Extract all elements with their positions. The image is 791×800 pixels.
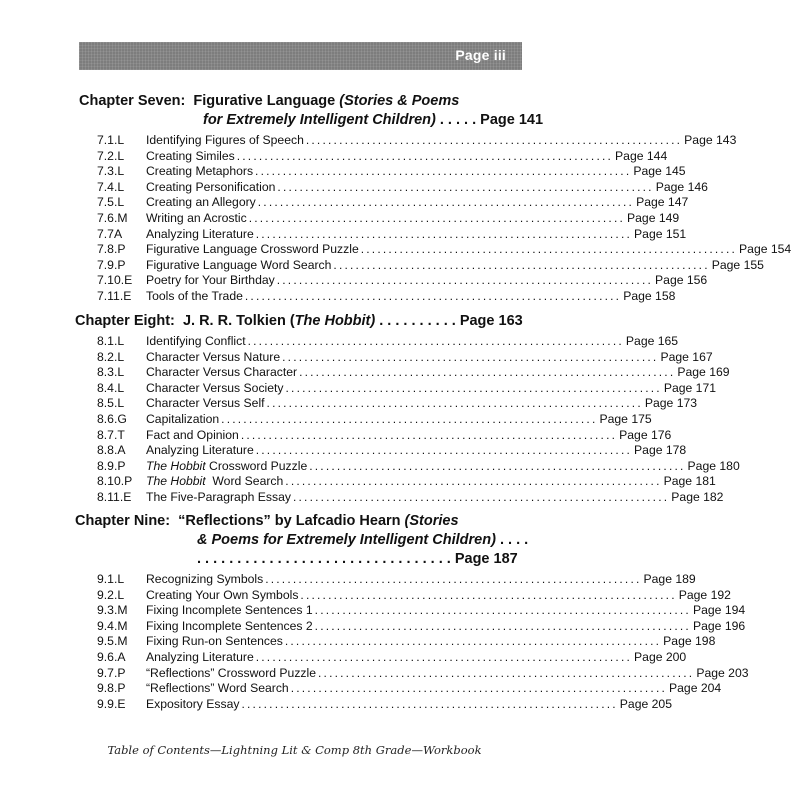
- chapter-heading-line: [79, 92, 521, 111]
- entry-code: 7.3.L: [97, 164, 125, 179]
- dot-leader: ....................................................................: [257, 195, 635, 210]
- chapter-eight-section: [75, 312, 740, 506]
- page-number: Page iii: [455, 47, 506, 63]
- entry-title: The Five-Paragraph Essay: [146, 489, 291, 504]
- chapter-heading-line: [75, 312, 521, 331]
- dot-leader: ....................................................................: [360, 242, 738, 257]
- entry-page: Page 204: [669, 681, 722, 696]
- dot-leader: ....................................................................: [255, 164, 632, 179]
- entry-page: Page 205: [619, 696, 672, 711]
- toc-entry[interactable]: [79, 696, 672, 713]
- entry-page: Page 146: [655, 179, 708, 194]
- entry-title: “Reflections” Word Search: [146, 681, 289, 696]
- toc-entry[interactable]: [79, 133, 737, 149]
- toc-entry[interactable]: [79, 396, 698, 412]
- chapter-heading-line: [75, 512, 521, 531]
- dot-leader: ....................................................................: [284, 634, 662, 649]
- entry-page: Page 178: [634, 443, 687, 458]
- chapter-heading-text: & Poems for Extremely Intelligent Children) . . . .: [197, 532, 529, 548]
- toc-entry[interactable]: [79, 334, 679, 350]
- dot-leader: ....................................................................: [318, 665, 695, 680]
- toc-entry[interactable]: [79, 349, 713, 366]
- entry-title: Analyzing Literature: [146, 443, 254, 458]
- dot-leader: ....................................................................: [241, 696, 618, 711]
- toc-entry[interactable]: [79, 649, 687, 666]
- dot-leader: ....................................................................: [292, 489, 670, 504]
- entry-page: Page 176: [619, 427, 672, 442]
- dot-leader: ....................................................................: [285, 380, 662, 395]
- toc-entry[interactable]: [79, 195, 689, 211]
- toc-entry[interactable]: [79, 603, 746, 619]
- entry-title: Capitalization: [146, 411, 220, 426]
- entry-title-italic: The Hobbit: [146, 474, 206, 489]
- entry-code: 7.10.E: [97, 273, 133, 288]
- dot-leader: ....................................................................: [255, 649, 633, 664]
- entry-page: Page 196: [692, 618, 746, 633]
- entry-code: 9.4.M: [97, 618, 128, 633]
- entry-code: 9.5.M: [97, 634, 128, 649]
- dot-leader: ....................................................................: [247, 334, 624, 348]
- dot-leader: ....................................................................: [255, 226, 633, 241]
- entry-title: Character Versus Self: [146, 396, 265, 411]
- entry-title: Figurative Language Word Search: [146, 257, 332, 272]
- toc-entry[interactable]: [79, 458, 740, 475]
- dot-leader: ....................................................................: [305, 133, 683, 147]
- page-footer: Table of Contents—Lightning Lit & Comp 8th Grade—Workbook: [107, 743, 482, 757]
- entry-code: 7.8.P: [97, 242, 126, 257]
- entry-code: 9.1.L: [97, 572, 125, 586]
- toc-entry[interactable]: [79, 489, 724, 506]
- entry-title-italic: The Hobbit: [146, 458, 206, 473]
- entry-title: Character Versus Society: [146, 380, 284, 395]
- page-header-bar: [79, 42, 522, 70]
- entry-page: Page 145: [633, 164, 686, 179]
- toc-entry-list: [79, 334, 740, 506]
- entry-code: 7.6.M: [97, 210, 128, 225]
- dot-leader: ....................................................................: [285, 474, 662, 489]
- entry-title: Creating Personification: [146, 179, 276, 194]
- chapter-heading-text: . . . . . . . . . . . . . . . . . . . . . . . . . . . . . . . . Page 187: [197, 551, 518, 567]
- toc-entry[interactable]: [79, 148, 668, 165]
- entry-title-rest: Word Search: [205, 474, 284, 489]
- entry-code: 9.3.M: [97, 603, 128, 618]
- entry-title: Fact and Opinion: [146, 427, 239, 442]
- entry-title: Analyzing Literature: [146, 649, 254, 664]
- entry-page: Page 156: [655, 273, 708, 288]
- toc-entry[interactable]: [79, 273, 708, 289]
- entry-code: 8.1.L: [97, 334, 125, 348]
- entry-title: [146, 459, 307, 475]
- entry-title: Creating an Allegory: [146, 195, 256, 210]
- entry-code: 8.3.L: [97, 365, 125, 380]
- entry-code: 9.8.P: [97, 681, 126, 696]
- toc-entry[interactable]: [79, 164, 686, 180]
- entry-page: Page 194: [692, 603, 746, 618]
- entry-code: 8.6.G: [97, 411, 127, 426]
- entry-code: 9.2.L: [97, 587, 125, 602]
- toc-entry[interactable]: [79, 618, 746, 635]
- chapter-heading-line: [79, 550, 521, 569]
- entry-page: Page 144: [615, 148, 668, 163]
- chapter-heading-text: Chapter Eight: J. R. R. Tolkien (The Hobbit) . . . . . . . . . . Page 163: [75, 313, 523, 329]
- entry-code: 8.9.P: [97, 458, 126, 473]
- entry-code: 7.1.L: [97, 133, 125, 147]
- entry-page: Page 189: [643, 572, 696, 586]
- toc-entry[interactable]: [79, 572, 696, 588]
- toc-entry[interactable]: [79, 380, 717, 397]
- entry-page: Page 151: [634, 226, 687, 241]
- toc-entry[interactable]: [79, 443, 687, 459]
- dot-leader: ....................................................................: [265, 572, 642, 586]
- entry-code: 8.5.L: [97, 396, 125, 411]
- entry-code: 7.2.L: [97, 148, 125, 163]
- entry-title: [146, 474, 283, 490]
- entry-code: 7.4.L: [97, 179, 125, 194]
- entry-title: Creating Metaphors: [146, 164, 254, 179]
- entry-code: 8.7.T: [97, 427, 125, 442]
- dot-leader: ....................................................................: [309, 458, 686, 473]
- dot-leader: ....................................................................: [290, 681, 668, 696]
- entry-page: Page 165: [625, 334, 679, 348]
- entry-title: Character Versus Character: [146, 365, 298, 380]
- entry-page: Page 154: [739, 242, 791, 257]
- entry-title: Recognizing Symbols: [146, 572, 264, 586]
- entry-title: Fixing Incomplete Sentences 2: [146, 618, 313, 633]
- entry-code: 8.11.E: [97, 489, 132, 504]
- chapter-seven-section: [79, 92, 791, 305]
- dot-leader: ....................................................................: [244, 288, 622, 303]
- chapter-heading-text: Chapter Seven: Figurative Language (Stories & Poems: [79, 93, 460, 109]
- dot-leader: ....................................................................: [255, 443, 633, 458]
- dot-leader: ....................................................................: [314, 603, 691, 618]
- dot-leader: ....................................................................: [300, 587, 677, 602]
- entry-page: Page 182: [671, 489, 724, 504]
- entry-code: 9.6.A: [97, 649, 126, 664]
- toc-entry[interactable]: [79, 365, 730, 381]
- chapter-heading: [75, 312, 523, 331]
- entry-page: Page 181: [663, 474, 716, 489]
- entry-page: Page 149: [627, 210, 680, 225]
- entry-title: Creating Your Own Symbols: [146, 587, 299, 602]
- chapter-nine-section: [75, 512, 749, 712]
- toc-entry[interactable]: [79, 210, 680, 227]
- dot-leader: ....................................................................: [221, 411, 598, 426]
- chapter-heading-line: [79, 531, 529, 550]
- toc-entry[interactable]: [79, 179, 708, 196]
- toc-entry[interactable]: [79, 681, 722, 697]
- chapter-heading-line: [79, 111, 544, 130]
- entry-title: “Reflections” Crossword Puzzle: [146, 665, 317, 680]
- entry-title: Figurative Language Crossword Puzzle: [146, 242, 359, 257]
- entry-title: Expository Essay: [146, 696, 240, 711]
- chapter-heading: [79, 92, 544, 130]
- toc-entry[interactable]: [79, 411, 652, 428]
- entry-page: Page 175: [599, 411, 652, 426]
- dot-leader: ....................................................................: [248, 210, 626, 225]
- toc-entry[interactable]: [79, 587, 731, 604]
- dot-leader: ....................................................................: [314, 618, 691, 633]
- entry-page: Page 171: [663, 380, 717, 395]
- toc-entry[interactable]: [79, 634, 716, 650]
- dot-leader: ....................................................................: [299, 365, 676, 380]
- toc-entry[interactable]: [79, 665, 749, 682]
- entry-code: 8.10.P: [97, 474, 133, 489]
- entry-title: Fixing Run-on Sentences: [146, 634, 283, 649]
- toc-entry[interactable]: [79, 226, 687, 243]
- entry-title: Creating Similes: [146, 148, 235, 163]
- entry-code: 7.5.L: [97, 195, 125, 210]
- entry-title: Tools of the Trade: [146, 288, 243, 303]
- entry-page: Page 203: [696, 665, 749, 680]
- entry-code: 9.7.P: [97, 665, 126, 680]
- dot-leader: ....................................................................: [240, 427, 618, 442]
- toc-entry-list: [79, 133, 791, 305]
- entry-title: Identifying Figures of Speech: [146, 133, 304, 147]
- dot-leader: ....................................................................: [333, 257, 710, 272]
- entry-code: 8.2.L: [97, 349, 125, 364]
- dot-leader: ....................................................................: [236, 148, 614, 163]
- chapter-heading-text: for Extremely Intelligent Children) . . . . . Page 141: [203, 112, 544, 128]
- dot-leader: ....................................................................: [276, 273, 654, 288]
- entry-page: Page 155: [711, 257, 764, 272]
- entry-title-rest: Crossword Puzzle: [205, 458, 308, 473]
- toc-entry-list: [79, 572, 749, 712]
- entry-page: Page 147: [636, 195, 689, 210]
- chapter-heading: [75, 512, 529, 569]
- entry-page: Page 200: [634, 649, 687, 664]
- entry-title: Writing an Acrostic: [146, 210, 247, 225]
- entry-title: Analyzing Literature: [146, 226, 254, 241]
- entry-code: 7.7A: [97, 226, 123, 241]
- entry-page: Page 167: [660, 349, 713, 364]
- entry-page: Page 158: [623, 288, 676, 303]
- entry-title: Identifying Conflict: [146, 334, 246, 348]
- entry-code: 8.4.L: [97, 380, 125, 395]
- entry-code: 8.8.A: [97, 443, 126, 458]
- dot-leader: ....................................................................: [282, 349, 659, 364]
- toc-entry[interactable]: [79, 288, 676, 305]
- dot-leader: ....................................................................: [277, 179, 654, 194]
- entry-page: Page 169: [677, 365, 730, 380]
- entry-code: 9.9.E: [97, 696, 126, 711]
- entry-title: Fixing Incomplete Sentences 1: [146, 603, 313, 618]
- entry-page: Page 143: [684, 133, 737, 147]
- chapter-heading-text: Chapter Nine: “Reflections” by Lafcadio Hearn (Stories: [75, 513, 459, 529]
- toc-entry[interactable]: [79, 427, 672, 444]
- entry-title: Poetry for Your Birthday: [146, 273, 275, 288]
- entry-title: Character Versus Nature: [146, 349, 281, 364]
- entry-code: 7.9.P: [97, 257, 126, 272]
- entry-page: Page 192: [678, 587, 731, 602]
- entry-page: Page 180: [687, 458, 740, 473]
- toc-entry[interactable]: [79, 474, 716, 490]
- entry-page: Page 173: [644, 396, 698, 411]
- toc-entry[interactable]: [79, 257, 764, 274]
- entry-page: Page 198: [663, 634, 716, 649]
- entry-code: 7.11.E: [97, 288, 132, 303]
- toc-entry[interactable]: [79, 242, 791, 258]
- dot-leader: ....................................................................: [266, 396, 643, 411]
